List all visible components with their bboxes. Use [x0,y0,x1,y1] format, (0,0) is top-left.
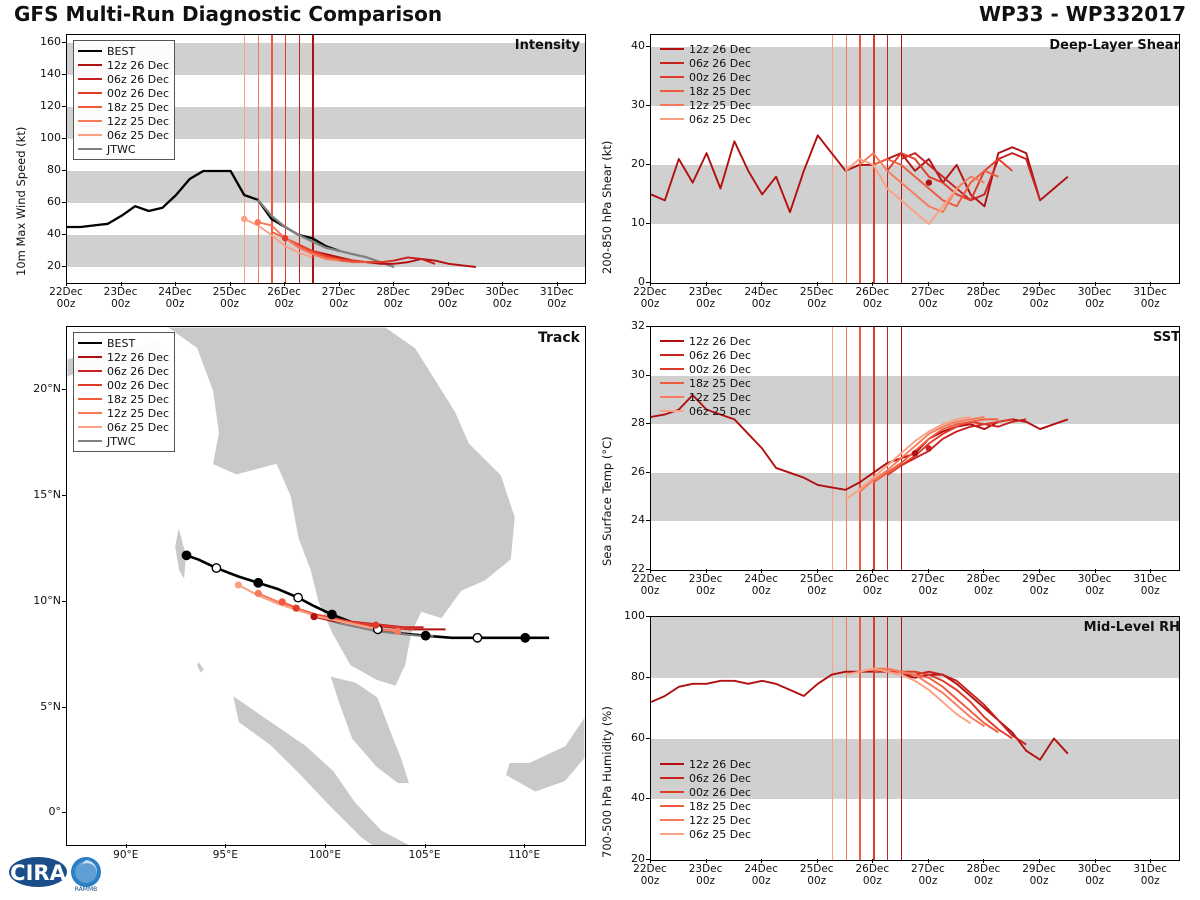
panel-track [0,318,600,888]
legend-label: 06z 25 Dec [689,827,752,841]
legend-label: 12z 26 Dec [689,334,752,348]
x-tick-mark [928,282,929,286]
legend-label: 00z 26 Dec [107,86,170,100]
shear-ylabel: 200-850 hPa Shear (kt) [600,140,614,274]
legend-swatch [660,833,684,835]
x-axis-tick: 22Dec 00z [633,286,667,310]
legend-label: 06z 26 Dec [689,771,752,785]
legend-swatch [78,64,102,66]
y-tick-mark [646,738,650,739]
legend-label: 18z 25 Dec [689,84,752,98]
y-tick-mark [62,42,66,43]
y-axis-tick: 60 [631,730,645,744]
rh-ylabel: 700-500 hPa Humidity (%) [600,706,614,858]
panel-intensity [0,26,600,311]
x-axis-tick: 28Dec 00z [966,863,1001,887]
x-tick-mark [928,859,929,863]
x-axis-tick: 23Dec 00z [103,286,138,310]
x-axis-tick: 24Dec 00z [744,286,778,310]
legend-item [660,771,751,785]
legend-item [660,84,751,98]
x-axis-tick: 31Dec 00z [1133,573,1168,597]
lat-tick: 15°N [33,488,61,502]
lon-tick-mark [524,844,525,848]
legend [657,332,754,420]
y-tick-mark [646,472,650,473]
lat-tick-mark [62,812,66,813]
x-tick-mark [557,282,558,286]
legend-swatch [660,76,684,78]
x-tick-mark [983,569,984,573]
legend-swatch [660,354,684,356]
y-tick-mark [62,74,66,75]
y-tick-mark [646,616,650,617]
x-tick-mark [706,282,707,286]
x-tick-mark [448,282,449,286]
legend [657,755,754,843]
legend-label: 12z 25 Dec [689,390,752,404]
x-axis-tick: 26Dec 00z [855,286,890,310]
x-tick-mark [817,282,818,286]
legend-label: 00z 26 Dec [689,362,752,376]
x-axis-tick: 25Dec 00z [799,863,834,887]
legend-swatch [78,356,102,358]
y-tick-mark [646,105,650,106]
legend-item [78,142,169,156]
x-axis-tick: 31Dec 00z [1133,863,1168,887]
y-axis-tick: 24 [631,513,645,527]
legend-item [660,376,751,390]
x-axis-tick: 22Dec 00z [49,286,83,310]
intensity-ylabel: 10m Max Wind Speed (kt) [14,126,28,276]
x-axis-tick: 31Dec 00z [539,286,574,310]
x-axis-tick: 29Dec 00z [430,286,465,310]
legend-item [78,128,169,142]
legend-item [660,785,751,799]
legend-swatch [660,48,684,50]
x-tick-mark [1095,282,1096,286]
x-axis-tick: 27Dec 00z [911,573,945,597]
legend-swatch [78,398,102,400]
panel-rh [600,608,1200,893]
lat-tick-mark [62,495,66,496]
legend-swatch [78,134,102,136]
legend-label: 12z 26 Dec [689,757,752,771]
panel-shear [600,26,1200,311]
legend-item [660,348,751,362]
legend-label: 18z 25 Dec [689,376,752,390]
lat-tick-mark [62,601,66,602]
x-tick-mark [284,282,285,286]
x-axis-tick: 23Dec 00z [688,573,723,597]
shear-title: Deep-Layer Shear [1049,38,1180,53]
legend-swatch [660,396,684,398]
x-tick-mark [872,282,873,286]
y-tick-mark [646,798,650,799]
x-axis-tick: 24Dec 00z [158,286,192,310]
rh-plot [650,616,1180,861]
x-axis-tick: 30Dec 00z [485,286,520,310]
legend-item [660,813,751,827]
x-tick-mark [1095,569,1096,573]
legend-item [660,799,751,813]
y-axis-tick: 26 [631,464,645,478]
legend-label: 00z 26 Dec [689,70,752,84]
legend-swatch [660,819,684,821]
legend-item [78,336,169,350]
lon-tick: 100°E [309,849,341,861]
intensity-plot [66,34,586,284]
x-axis-tick: 27Dec 00z [911,863,945,887]
legend-swatch [78,384,102,386]
x-axis-tick: 26Dec 00z [267,286,301,310]
shear-plot [650,34,1180,284]
legend-label: 06z 25 Dec [107,128,170,142]
legend-item [78,364,169,378]
lat-tick: 10°N [33,593,61,607]
legend-item [78,72,169,86]
x-axis-tick: 28Dec 00z [376,286,410,310]
legend-swatch [660,382,684,384]
lat-tick-mark [62,389,66,390]
x-tick-mark [817,859,818,863]
x-axis-tick: 29Dec 00z [1022,573,1056,597]
y-tick-mark [646,423,650,424]
legend-item [660,757,751,771]
lon-tick: 105°E [408,849,441,861]
x-tick-mark [121,282,122,286]
x-axis-tick: 28Dec 00z [966,573,1001,597]
legend-label: BEST [107,336,136,350]
lon-tick-mark [225,844,226,848]
x-axis-tick: 24Dec 00z [744,863,778,887]
x-axis-tick: 25Dec 00z [799,573,834,597]
legend-swatch [78,370,102,372]
x-axis-tick: 29Dec 00z [1022,286,1056,310]
y-tick-mark [62,266,66,267]
legend-label: 18z 25 Dec [107,392,170,406]
legend-label: JTWC [107,434,136,448]
y-axis-tick: 80 [47,163,61,176]
panel-sst [600,318,1200,603]
x-tick-mark [650,282,651,286]
x-tick-mark [706,859,707,863]
x-tick-mark [706,569,707,573]
legend-label: 18z 25 Dec [689,799,752,813]
legend-swatch [660,62,684,64]
legend-swatch [78,106,102,108]
x-tick-mark [1150,282,1151,286]
page-title: GFS Multi-Run Diagnostic Comparison [14,2,443,26]
legend-label: 12z 26 Dec [107,350,170,364]
legend-label: 00z 26 Dec [107,378,170,392]
legend [657,40,754,128]
legend-swatch [660,777,684,779]
x-tick-mark [1039,859,1040,863]
x-tick-mark [1095,859,1096,863]
x-tick-mark [1150,569,1151,573]
legend-swatch [660,104,684,106]
legend-item [78,406,169,420]
y-axis-tick: 100 [624,609,645,622]
y-tick-mark [62,106,66,107]
y-tick-mark [62,138,66,139]
x-tick-mark [66,282,67,286]
x-tick-mark [650,859,651,863]
legend-label: 12z 25 Dec [107,406,170,420]
legend-item [78,350,169,364]
legend-label: 12z 26 Dec [107,58,170,72]
legend-swatch [78,148,102,150]
y-axis-tick: 10 [631,215,645,229]
x-tick-mark [502,282,503,286]
legend-label: 06z 26 Dec [689,56,752,70]
sst-title: SST [1152,330,1180,345]
x-tick-mark [761,282,762,286]
legend-label: 06z 25 Dec [107,420,170,434]
y-axis-tick: 22 [631,562,645,575]
x-tick-mark [1150,859,1151,863]
x-tick-mark [1039,569,1040,573]
y-tick-mark [646,326,650,327]
legend-item [660,56,751,70]
lon-tick-mark [126,844,127,848]
legend-swatch [660,340,684,342]
y-axis-tick: 100 [40,131,61,144]
x-tick-mark [928,569,929,573]
legend-swatch [660,763,684,765]
legend-swatch [78,440,102,442]
legend-label: 06z 26 Dec [107,72,170,86]
legend-label: 06z 26 Dec [689,348,752,362]
x-tick-mark [230,282,231,286]
x-axis-tick: 30Dec 00z [1077,863,1112,887]
legend-item [78,86,169,100]
legend-label: 12z 26 Dec [689,42,752,56]
y-axis-tick: 120 [40,99,61,112]
track-plot [66,326,586,846]
x-axis-tick: 31Dec 00z [1133,286,1168,310]
track-legend [73,332,175,452]
x-axis-tick: 22Dec 00z [633,573,667,597]
x-axis-tick: 29Dec 00z [1022,863,1056,887]
sst-ylabel: Sea Surface Temp (°C) [600,436,614,566]
x-axis-tick: 23Dec 00z [688,286,723,310]
x-tick-mark [761,569,762,573]
sst-plot [650,326,1180,571]
cira-logo [8,850,128,894]
y-tick-mark [646,46,650,47]
x-axis-tick: 22Dec 00z [633,863,667,887]
legend-label: 12z 25 Dec [689,813,752,827]
lon-tick-mark [425,844,426,848]
x-tick-mark [817,569,818,573]
x-axis-tick: 25Dec 00z [212,286,247,310]
y-axis-tick: 80 [631,669,645,683]
legend-swatch [660,805,684,807]
lat-tick: 20°N [33,382,61,396]
x-tick-mark [1039,282,1040,286]
y-axis-tick: 20 [631,852,645,865]
x-axis-tick: 24Dec 00z [744,573,778,597]
y-tick-mark [62,170,66,171]
y-axis-tick: 0 [638,275,645,288]
y-axis-tick: 28 [631,416,645,430]
y-axis-tick: 32 [631,319,645,332]
legend-swatch [78,92,102,94]
y-tick-mark [646,375,650,376]
legend-swatch [78,50,102,52]
lon-tick-mark [325,844,326,848]
legend-swatch [78,412,102,414]
lon-tick: 90°E [113,849,139,861]
legend-item [78,44,169,58]
legend [73,40,175,160]
x-tick-mark [872,859,873,863]
x-axis-tick: 26Dec 00z [855,863,890,887]
legend-label: 06z 26 Dec [107,364,170,378]
x-tick-mark [761,859,762,863]
legend-item [78,378,169,392]
x-tick-mark [872,569,873,573]
legend-swatch [78,120,102,122]
x-axis-tick: 25Dec 00z [799,286,834,310]
y-tick-mark [62,202,66,203]
y-axis-tick: 30 [631,97,645,111]
x-axis-tick: 26Dec 00z [855,573,890,597]
legend-item [660,404,751,418]
legend-item [78,434,169,448]
storm-id-title: WP33 - WP332017 [979,2,1186,26]
x-tick-mark [650,569,651,573]
lon-tick: 110°E [508,849,541,861]
legend-label: JTWC [107,142,136,156]
legend-label: 00z 26 Dec [689,785,752,799]
lon-tick: 95°E [212,849,238,861]
track-title: Track [538,330,580,346]
x-axis-tick: 28Dec 00z [966,286,1001,310]
legend-label: 12z 25 Dec [107,114,170,128]
y-tick-mark [646,520,650,521]
y-axis-tick: 160 [40,35,61,48]
y-axis-tick: 20 [631,156,645,170]
legend-item [660,334,751,348]
legend-item [660,827,751,841]
y-axis-tick: 40 [631,38,645,52]
rh-title: Mid-Level RH [1083,620,1180,635]
y-tick-mark [646,164,650,165]
legend-item [78,100,169,114]
x-tick-mark [175,282,176,286]
intensity-title: Intensity [514,38,580,53]
legend-item [78,420,169,434]
legend-label: 06z 25 Dec [689,112,752,126]
y-axis-tick: 140 [40,67,61,80]
y-tick-mark [62,234,66,235]
x-tick-mark [983,859,984,863]
y-axis-tick: 20 [47,259,61,272]
x-axis-tick: 30Dec 00z [1077,286,1112,310]
x-axis-tick: 30Dec 00z [1077,573,1112,597]
legend-item [660,98,751,112]
legend-swatch [660,90,684,92]
y-tick-mark [646,677,650,678]
legend-item [78,114,169,128]
svg-text:CIRA: CIRA [10,861,66,885]
x-axis-tick: 27Dec 00z [321,286,356,310]
x-tick-mark [339,282,340,286]
legend-label: 18z 25 Dec [107,100,170,114]
x-axis-tick: 23Dec 00z [688,863,723,887]
lat-tick-mark [62,707,66,708]
x-tick-mark [393,282,394,286]
legend-label: 06z 25 Dec [689,404,752,418]
legend-swatch [78,426,102,428]
legend-item [78,392,169,406]
x-axis-tick: 27Dec 00z [911,286,945,310]
legend-label: BEST [107,44,136,58]
y-axis-tick: 40 [47,227,61,240]
lat-tick: 5°N [40,699,61,713]
lat-tick: 0° [48,805,61,819]
y-axis-tick: 40 [631,791,645,805]
legend-swatch [660,118,684,120]
legend-item [660,390,751,404]
legend-swatch [660,368,684,370]
legend-swatch [660,791,684,793]
legend-item [660,112,751,126]
legend-item [78,58,169,72]
svg-text:RAMMB: RAMMB [74,886,98,893]
x-tick-mark [983,282,984,286]
y-axis-tick: 30 [631,367,645,381]
legend-swatch [78,342,102,344]
y-axis-tick: 60 [47,195,61,208]
legend-swatch [660,410,684,412]
legend-swatch [78,78,102,80]
legend-item [660,362,751,376]
legend-item [660,70,751,84]
legend-label: 12z 25 Dec [689,98,752,112]
legend-item [660,42,751,56]
y-tick-mark [646,223,650,224]
